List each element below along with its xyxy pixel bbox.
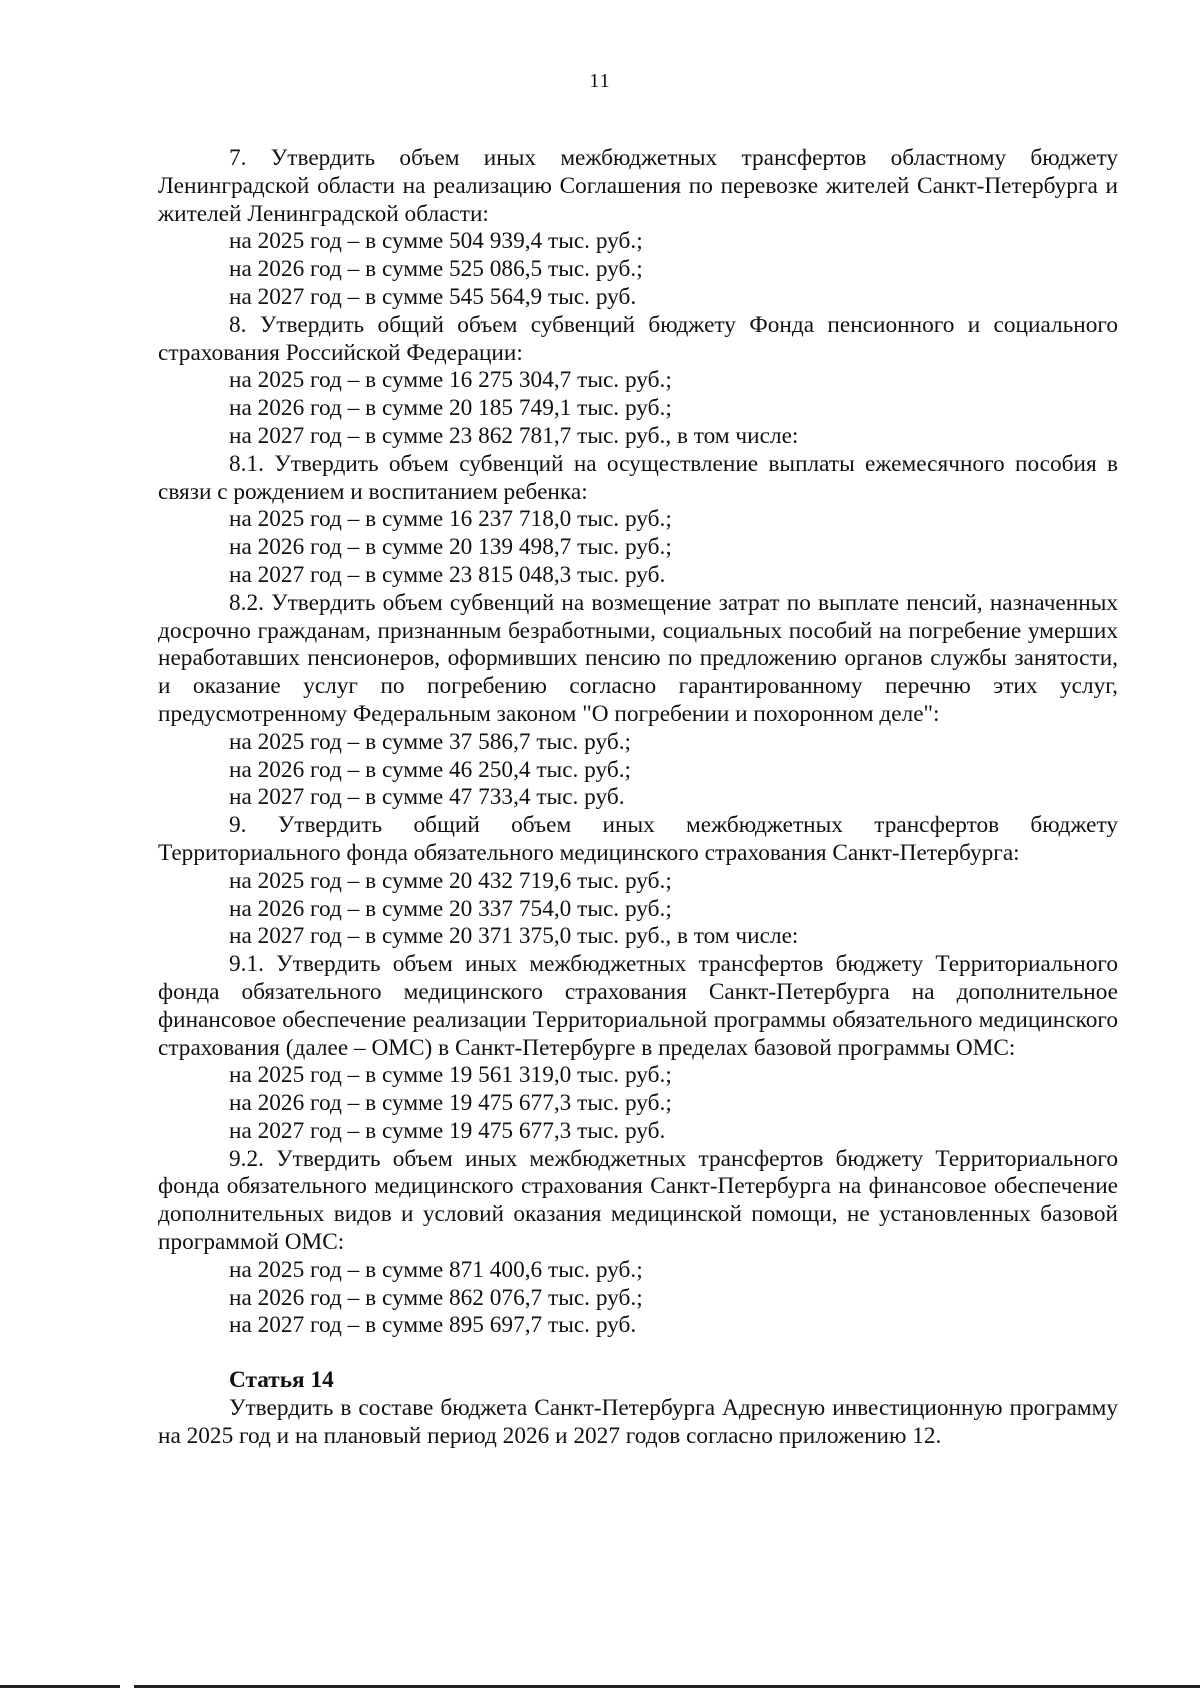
sum-line-9-2026: на 2026 год – в сумме 20 337 754,0 тыс. руб.; [229, 895, 672, 922]
sum-line-9-2027: на 2027 год – в сумме 20 371 375,0 тыс. руб., в том числе: [229, 923, 799, 950]
paragraph-8: 8. Утвердить общий объем субвенций бюджету Фонда пенсионного и социального страхования Российской Федерации: [158, 311, 1118, 366]
sum-line-9-2-2025: на 2025 год – в сумме 871 400,6 тыс. руб.; [229, 1256, 643, 1283]
sum-line-8-2-2026: на 2026 год – в сумме 46 250,4 тыс. руб.; [229, 756, 632, 783]
scan-border-line [0, 1685, 1200, 1688]
article-heading: Статья 14 [229, 1367, 334, 1394]
paragraph-9-1: 9.1. Утвердить объем иных межбюджетных трансфертов бюджету Территориального фонда обязательного медицинского страхования Санкт-Петербурга на дополнительное финансовое обеспечение реализации Территориальной программы обязательного медицинского страхования (далее – ОМС) в Санкт-Петербурге в пределах базовой программы ОМС: [158, 951, 1118, 1061]
sum-line-7-2027: на 2027 год – в сумме 545 564,9 тыс. руб. [229, 283, 637, 310]
sum-line-7-2026: на 2026 год – в сумме 525 086,5 тыс. руб.; [229, 256, 643, 283]
sum-line-8-2-2025: на 2025 год – в сумме 37 586,7 тыс. руб.; [229, 728, 632, 755]
sum-line-8-2026: на 2026 год – в сумме 20 185 749,1 тыс. руб.; [229, 395, 672, 422]
sum-line-7-2025: на 2025 год – в сумме 504 939,4 тыс. руб.; [229, 228, 643, 255]
paragraph-9-2: 9.2. Утвердить объем иных межбюджетных трансфертов бюджету Территориального фонда обязательного медицинского страхования Санкт-Петербурга на финансовое обеспечение дополнительных видов и условий оказания медицинской помощи, не установленных базовой программой ОМС: [158, 1145, 1118, 1256]
sum-line-8-1-2025: на 2025 год – в сумме 16 237 718,0 тыс. руб.; [229, 506, 672, 533]
paragraph-9: 9. Утвердить общий объем иных межбюджетных трансфертов бюджету Территориального фонда обязательного медицинского страхования Санкт-Петербурга: [158, 812, 1118, 866]
sum-line-8-1-2027: на 2027 год – в сумме 23 815 048,3 тыс. руб. [229, 561, 666, 588]
sum-line-9-1-2026: на 2026 год – в сумме 19 475 677,3 тыс. руб.; [229, 1090, 672, 1117]
scan-border-gap [120, 1683, 134, 1689]
sum-line-9-2025: на 2025 год – в сумме 20 432 719,6 тыс. руб.; [229, 867, 672, 894]
sum-line-9-1-2027: на 2027 год – в сумме 19 475 677,3 тыс. руб. [229, 1117, 666, 1144]
paragraph-7: 7. Утвердить объем иных межбюджетных трансфертов областному бюджету Ленинградской области на реализацию Соглашения по перевозке жителей Санкт-Петербурга и жителей Ленинградской области: [158, 145, 1118, 227]
paragraph-8-2: 8.2. Утвердить объем субвенций на возмещение затрат по выплате пенсий, назначенных досрочно гражданам, признанным безработными, социальных пособий на погребение умерших неработавших пенсионеров, оформивших пенсию по предложению органов службы занятости, и оказание услуг по погребению согласно гарантированному перечню этих услуг, предусмотренному Федеральным законом "О погребении и похоронном деле": [158, 589, 1118, 727]
document-body [158, 145, 1118, 1451]
sum-line-9-1-2025: на 2025 год – в сумме 19 561 319,0 тыс. руб.; [229, 1062, 672, 1089]
sum-line-8-2027: на 2027 год – в сумме 23 862 781,7 тыс. руб., в том числе: [229, 422, 799, 449]
sum-line-8-2-2027: на 2027 год – в сумме 47 733,4 тыс. руб. [229, 784, 625, 811]
page-number: 11 [589, 70, 611, 92]
sum-line-9-2-2026: на 2026 год – в сумме 862 076,7 тыс. руб.; [229, 1284, 643, 1311]
sum-line-9-2-2027: на 2027 год – в сумме 895 697,7 тыс. руб. [229, 1312, 637, 1339]
sum-line-8-2025: на 2025 год – в сумме 16 275 304,7 тыс. руб.; [229, 367, 672, 394]
sum-line-8-1-2026: на 2026 год – в сумме 20 139 498,7 тыс. руб.; [229, 534, 672, 561]
article-text: Утвердить в составе бюджета Санкт-Петербурга Адресную инвестиционную программу на 2025 год и на плановый период 2026 и 2027 годов согласно приложению 12. [158, 1395, 1118, 1449]
paragraph-8-1: 8.1. Утвердить объем субвенций на осуществление выплаты ежемесячного пособия в связи с рождением и воспитанием ребенка: [158, 450, 1118, 505]
